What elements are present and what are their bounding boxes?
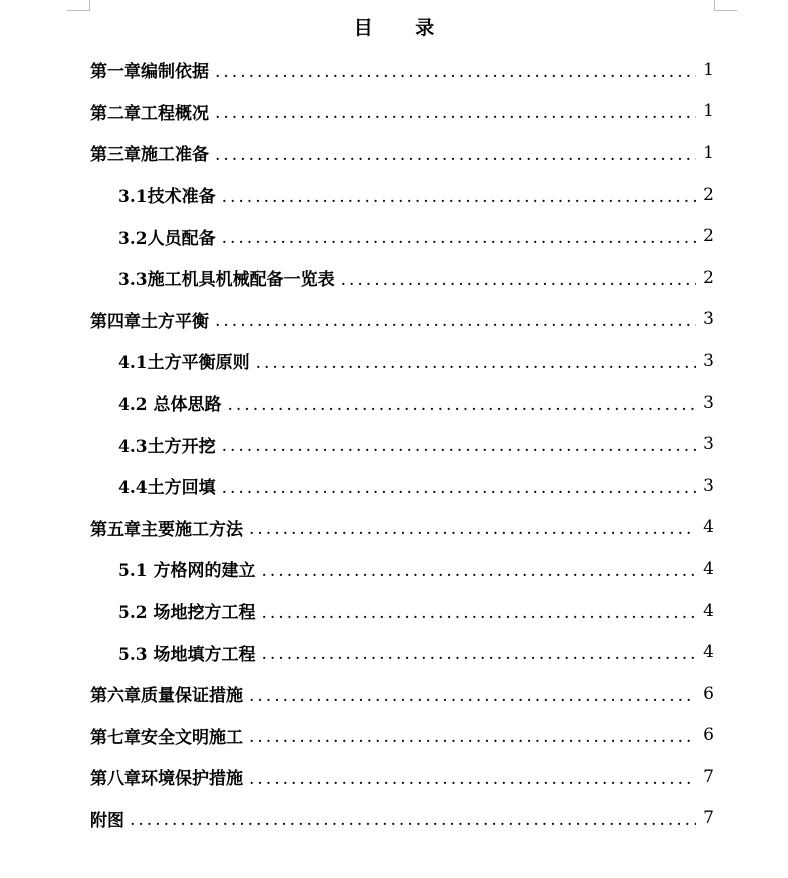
toc-entry[interactable] [90, 215, 714, 257]
toc-entry-page-number: 7 [703, 766, 714, 787]
toc-entry[interactable] [90, 382, 714, 424]
toc-entry-label: 4.4土方回填 [118, 478, 216, 499]
toc-entry-page-number: 4 [703, 517, 714, 538]
toc-entry[interactable] [90, 49, 714, 91]
toc-entry-page-number: 1 [703, 142, 714, 163]
toc-entry[interactable] [90, 340, 714, 382]
toc-entry-label: 第五章主要施工方法 [90, 519, 243, 540]
toc-dot-leader [262, 603, 697, 623]
toc-entry[interactable] [90, 715, 714, 757]
toc-entry-label: 第一章编制依据 [90, 62, 209, 83]
toc-entry-page-number: 6 [703, 725, 714, 746]
toc-entry-label: 第四章土方平衡 [90, 311, 209, 332]
table-of-contents [90, 49, 714, 839]
toc-entry-label: 4.3土方开挖 [118, 436, 216, 457]
toc-entry-page-number: 1 [703, 101, 714, 122]
toc-dot-leader [341, 270, 696, 290]
toc-dot-leader [215, 103, 696, 123]
toc-dot-leader [130, 810, 696, 830]
page-corner-marker-left [67, 0, 90, 11]
toc-entry[interactable] [90, 132, 714, 174]
toc-dot-leader [215, 311, 696, 331]
toc-entry[interactable] [90, 91, 714, 133]
page-corner-marker-right [714, 0, 737, 11]
toc-dot-leader [222, 436, 696, 456]
toc-title: 目 录 [353, 17, 453, 39]
toc-entry-label: 5.1 方格网的建立 [118, 561, 256, 582]
toc-entry[interactable] [90, 299, 714, 341]
toc-dot-leader [249, 686, 696, 706]
toc-entry-page-number: 3 [703, 350, 714, 371]
toc-dot-leader [222, 228, 696, 248]
toc-entry[interactable] [90, 507, 714, 549]
toc-dot-leader [262, 644, 697, 664]
toc-entry[interactable] [90, 465, 714, 507]
toc-entry-page-number: 4 [703, 642, 714, 663]
toc-entry-label: 第六章质量保证措施 [90, 686, 243, 707]
toc-dot-leader [262, 561, 697, 581]
toc-entry-page-number: 4 [703, 600, 714, 621]
toc-entry-label: 3.2人员配备 [118, 228, 216, 249]
toc-dot-leader [228, 395, 697, 415]
toc-entry[interactable] [90, 756, 714, 798]
toc-entry-label: 第七章安全文明施工 [90, 727, 243, 748]
toc-entry[interactable] [90, 257, 714, 299]
toc-dot-leader [256, 353, 696, 373]
toc-entry-label: 3.3施工机具机械配备一览表 [118, 270, 335, 291]
toc-dot-leader [215, 62, 696, 82]
toc-entry-page-number: 3 [703, 309, 714, 330]
toc-entry-label: 第三章施工准备 [90, 145, 209, 166]
toc-dot-leader [222, 187, 696, 207]
toc-entry-label: 4.1土方平衡原则 [118, 353, 250, 374]
toc-entry[interactable] [90, 590, 714, 632]
toc-entry-page-number: 4 [703, 558, 714, 579]
toc-dot-leader [222, 478, 696, 498]
toc-entry-page-number: 2 [703, 226, 714, 247]
toc-entry[interactable] [90, 798, 714, 840]
toc-entry-label: 3.1技术准备 [118, 187, 216, 208]
toc-entry-page-number: 3 [703, 475, 714, 496]
toc-dot-leader [215, 145, 696, 165]
toc-entry[interactable] [90, 548, 714, 590]
toc-entry-page-number: 1 [703, 59, 714, 80]
toc-entry-label: 4.2 总体思路 [118, 395, 222, 416]
toc-entry-page-number: 7 [703, 808, 714, 829]
toc-entry-page-number: 6 [703, 683, 714, 704]
toc-entry-label: 第八章环境保护措施 [90, 769, 243, 790]
toc-entry-page-number: 3 [703, 434, 714, 455]
toc-entry[interactable] [90, 423, 714, 465]
toc-entry-label: 附图 [90, 810, 124, 831]
toc-entry-page-number: 2 [703, 184, 714, 205]
toc-entry-label: 第二章工程概况 [90, 103, 209, 124]
toc-entry-page-number: 3 [703, 392, 714, 413]
toc-entry[interactable] [90, 174, 714, 216]
toc-entry-label: 5.3 场地填方工程 [118, 644, 256, 665]
toc-entry[interactable] [90, 673, 714, 715]
toc-entry-label: 5.2 场地挖方工程 [118, 603, 256, 624]
toc-dot-leader [249, 769, 696, 789]
toc-entry[interactable] [90, 631, 714, 673]
toc-dot-leader [249, 519, 696, 539]
toc-entry-page-number: 2 [703, 267, 714, 288]
toc-dot-leader [249, 727, 696, 747]
